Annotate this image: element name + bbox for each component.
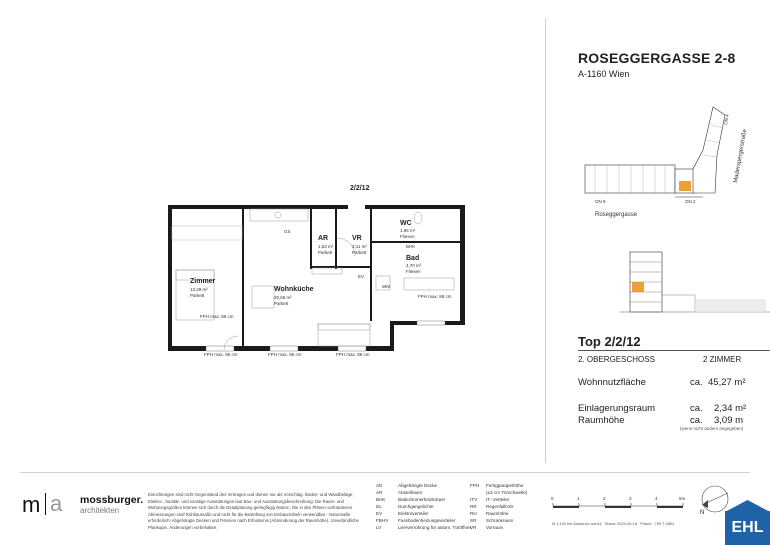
legend-row: EV Elektroverteiler xyxy=(376,511,429,516)
legend-row: RH Raumhöhe xyxy=(470,511,509,516)
logo-divider xyxy=(45,493,46,515)
legend-row: SR Schrankraum xyxy=(470,518,514,523)
legend-left xyxy=(376,482,471,531)
scale-tick-0: 0 xyxy=(551,496,554,501)
room-vr-area: 3,11 m² xyxy=(352,244,367,249)
scale-note-scale: M 1:100 bei Ausdruck auf A4 xyxy=(552,521,602,526)
floor-plan xyxy=(160,178,480,383)
label-gs: GS xyxy=(284,229,291,234)
scale-note-date: Stand: 2024-06-18 xyxy=(604,521,638,526)
height-note: (wenn nicht anders angegeben) xyxy=(680,426,744,431)
area-label: Wohnnutzfläche xyxy=(578,377,646,388)
room-zimmer-floor: Parkett xyxy=(190,293,205,298)
building-section xyxy=(620,240,770,320)
room-wc-floor: Fliesen xyxy=(400,234,415,239)
label-fph-1: FPH max. 86 cm xyxy=(204,352,238,357)
architect-name: mossburger. xyxy=(80,494,144,506)
legend-row: AR Abstellraum xyxy=(376,490,423,495)
stair-label-on4: ON 4 xyxy=(723,113,730,126)
legend-row: RR Regenfallrohr xyxy=(470,504,514,509)
scale-note-plan: Plannr.: 769 T 0864 xyxy=(640,521,675,526)
divider-vertical xyxy=(545,18,546,463)
room-wc-name: WC xyxy=(400,220,412,227)
scale-note xyxy=(552,521,674,526)
room-wohnkueche-area: 20,68 m² xyxy=(274,295,292,300)
label-bhk: BHK xyxy=(406,244,416,249)
room-wohnkueche-name: Wohnküche xyxy=(274,286,314,293)
height-ca: ca. xyxy=(690,415,703,426)
street-roseggergasse: Roseggergasse xyxy=(595,212,638,218)
logo-a-letter: a xyxy=(50,491,63,516)
legend-row: FPH Fertigparapethöhe xyxy=(470,483,524,488)
scale-tick-2: 2 xyxy=(603,496,606,501)
unit-floor: 2. OBERGESCHOSS xyxy=(578,355,655,364)
label-fph-3: FPH max. 86 cm xyxy=(336,352,370,357)
unit-number: Top 2/2/12 xyxy=(578,334,641,349)
storage-value: 2,34 m² xyxy=(714,403,747,414)
label-fph-4: FPH max. 86 cm xyxy=(418,294,452,299)
legend-row: DL Durchgangslichte xyxy=(376,504,434,509)
stair-label-on2: ON 2 xyxy=(685,199,696,204)
legend-row: AD Abgehängte Decke xyxy=(376,483,438,488)
legend-row: ITV IT- Verteiler xyxy=(470,497,510,502)
label-wm: WM xyxy=(382,284,390,289)
site-plan xyxy=(575,95,765,225)
scale-tick-5: 5m xyxy=(679,496,686,501)
architect-subtitle: architekten xyxy=(80,506,120,515)
unit-underline xyxy=(578,350,770,351)
section-unit-highlight xyxy=(632,282,644,292)
room-wohnkueche-floor: Parkett xyxy=(274,301,289,306)
height-label: Raumhöhe xyxy=(578,415,625,426)
street-maderspergerstrasse: Maderspergerstraße xyxy=(733,128,749,184)
legend-row: (±3 cm Türschwelle) xyxy=(486,490,528,495)
legend-row: BHK Badezimmerheizkörper xyxy=(376,497,446,502)
room-zimmer-name: Zimmer xyxy=(190,278,216,285)
room-vr-floor: Parkett xyxy=(352,250,367,255)
disclaimer-text: Einrichtungen sind nicht Gegenstand des Vertrages und dienen nur als Vorschlag. Boden- und Wandbeläge, Elektro-, Sanitär- und sonstige Ausstattungen laut Bau- und Ausstattungsbeschreibung. Die Raum- und Wohnungsgrößen können sich durch die Detailplanung geringfügig ändern. Die in den Plänen vorhandenen Abmessungen sind Rohbaumaße und nicht für die Bestellung von Einbaumöbeln verwendbar - Naturmaße erforderlich! Abgehängte Decken und Poterien nach Erfordernis (Abminderung der Raumhöhe). Unverbindliche Plankopie, Änderungen vorbehalten. xyxy=(148,492,359,530)
legend-right xyxy=(470,482,527,531)
stair-label-on8: ON 8 xyxy=(595,199,606,204)
scale-tick-3: 3 xyxy=(629,496,632,501)
label-ev: EV xyxy=(358,274,365,279)
height-value: 3,09 m xyxy=(714,415,744,426)
north-label: N xyxy=(700,510,705,516)
room-vr-name: VR xyxy=(352,235,362,242)
scale-tick-1: 1 xyxy=(577,496,580,501)
area-value: 45,27 m² xyxy=(708,377,746,388)
divider-horizontal xyxy=(20,472,750,473)
room-ar-name: AR xyxy=(318,235,329,242)
storage-ca: ca. xyxy=(690,403,703,414)
room-bad-name: Bad xyxy=(406,255,420,262)
room-bad-area: 4,70 m² xyxy=(406,263,422,268)
ehl-logo: EHL xyxy=(725,511,770,545)
storage-label: Einlagerungsraum xyxy=(578,403,656,414)
unit-highlight xyxy=(679,181,691,191)
legend-row: VR Vorraum xyxy=(470,525,504,530)
project-title: ROSEGGERGASSE 2-8 xyxy=(578,50,736,66)
room-wc-area: 1,96 m² xyxy=(400,228,416,233)
room-ar-area: 1,53 m² xyxy=(318,244,334,249)
legend-row: LV Leerverrohrung für autom. Türöffner xyxy=(376,525,472,530)
project-address: A-1160 Wien xyxy=(578,69,630,79)
legend-row: FBHV Fussbodenheizungsverteiler xyxy=(376,518,456,523)
scale-bar xyxy=(548,490,688,514)
unit-rooms: 2 ZIMMER xyxy=(703,355,742,364)
scale-tick-4: 4 xyxy=(655,496,658,501)
area-ca: ca. xyxy=(690,377,703,388)
logo-m-letter: m xyxy=(22,492,40,517)
room-ar-floor: Parkett xyxy=(318,250,333,255)
room-zimmer-area: 13,29 m² xyxy=(190,287,208,292)
unit-tag: 2/2/12 xyxy=(350,185,370,192)
label-fph-5: FPH max. 86 cm xyxy=(200,314,234,319)
room-bad-floor: Fliesen xyxy=(406,269,421,274)
label-fph-2: FPH max. 86 cm xyxy=(268,352,302,357)
